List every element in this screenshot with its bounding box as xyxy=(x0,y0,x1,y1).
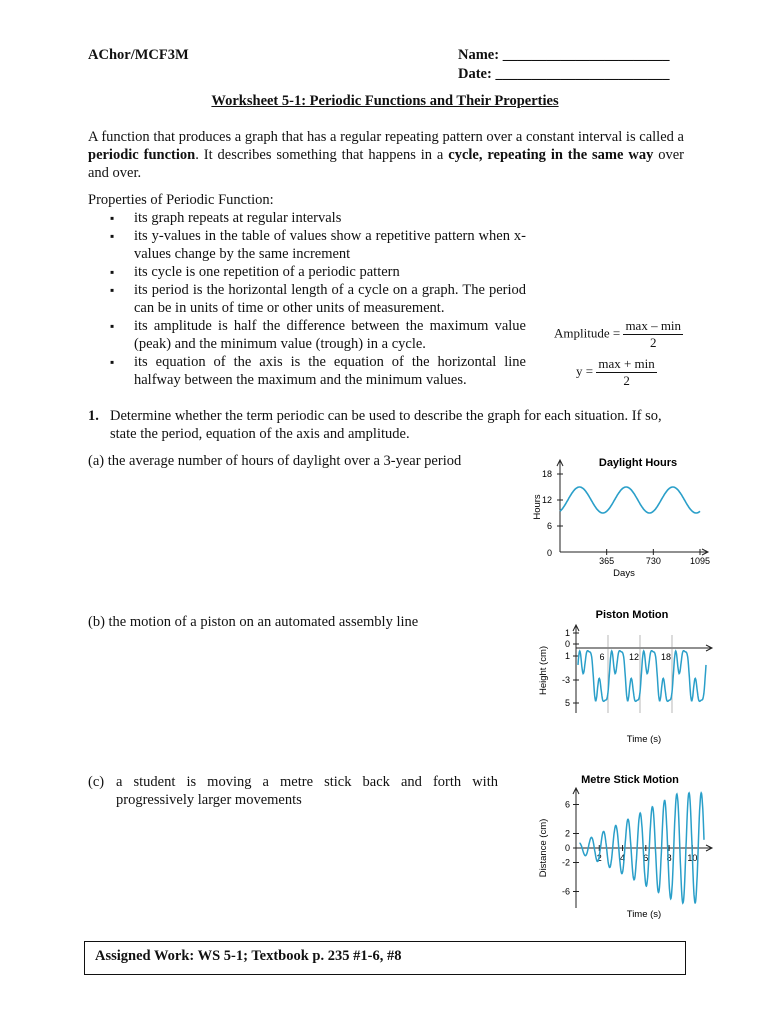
amplitude-formula xyxy=(554,318,683,351)
x-tick-label: 10 xyxy=(687,853,698,863)
properties-list xyxy=(88,209,526,389)
x-tick-label: 2 xyxy=(596,853,602,863)
x-tick-label: 12 xyxy=(628,652,640,662)
y-tick-label: -6 xyxy=(561,886,570,897)
part-c-text: a student is moving a metre stick back and forth with progressively larger movements xyxy=(116,774,498,808)
property-item: ▪ its graph repeats at regular intervals xyxy=(88,209,526,227)
intro-text-3: over and over. xyxy=(88,147,684,181)
property-item: ▪ its cycle is one repetition of a periodic pattern xyxy=(88,263,526,281)
y-tick-label: -3 xyxy=(561,675,570,685)
intro-text-2: . It describes something that happens in a xyxy=(195,147,449,163)
axis-denominator: 2 xyxy=(623,373,630,388)
metre-stick-plot xyxy=(538,788,712,920)
x-tick-label: 8 xyxy=(666,853,672,863)
assigned-work-text: Assigned Work: WS 5-1; Textbook p. 235 #1-6, #8 xyxy=(95,948,402,964)
daylight-chart-title: Daylight Hours xyxy=(598,457,678,469)
property-item: ▪ its period is the horizontal length of a cycle on a graph. The period can be in units of time or other units of measurement. xyxy=(88,281,526,317)
x-tick-label: 730 xyxy=(645,556,661,566)
y-tick-label: 1 xyxy=(564,628,570,638)
x-tick-label: 6 xyxy=(643,853,649,863)
y-axis-label: Distance (cm) xyxy=(538,818,549,878)
intro-paragraph xyxy=(88,128,684,182)
part-a-text: (a) the average number of hours of daylight over a 3-year period xyxy=(88,453,462,469)
y-axis-label: Height (cm) xyxy=(538,645,549,696)
axis-label: y = xyxy=(576,363,594,379)
y-tick-label: 0 xyxy=(564,639,570,649)
y-tick-label: 6 xyxy=(546,521,552,531)
name-field[interactable]: Name: _______________________ xyxy=(458,47,670,63)
y-tick-label: 6 xyxy=(564,799,570,810)
metre-stick-chart-title: Metre Stick Motion xyxy=(581,774,679,786)
y-tick-label: -2 xyxy=(561,857,570,868)
piston-chart xyxy=(530,605,720,750)
intro-term-periodic-function: periodic function xyxy=(88,147,196,163)
x-axis-label: Days xyxy=(613,568,635,579)
question-number: 1. xyxy=(88,408,99,424)
x-tick-label: 18 xyxy=(660,652,672,662)
daylight-curve xyxy=(560,487,700,513)
properties-heading: Properties of Periodic Function: xyxy=(88,192,274,208)
y-tick-label: 0 xyxy=(546,548,552,558)
piston-chart-title: Piston Motion xyxy=(595,609,669,621)
axis-formula xyxy=(576,356,657,389)
y-tick-label: 1 xyxy=(564,651,570,661)
part-b-text: (b) the motion of a piston on an automated assembly line xyxy=(88,614,419,630)
x-tick-label: 365 xyxy=(599,556,615,566)
x-tick-label: 6 xyxy=(599,652,605,662)
y-tick-label: 2 xyxy=(564,828,570,839)
piston-curve xyxy=(578,651,706,702)
date-field[interactable]: Date: ________________________ xyxy=(458,66,670,82)
daylight-chart xyxy=(530,452,720,582)
intro-term-cycle: cycle, repeating in the same way xyxy=(448,147,654,163)
assigned-work-box xyxy=(84,941,686,975)
axis-numerator: max + min xyxy=(598,356,655,371)
course-code: AChor/MCF3M xyxy=(88,47,189,63)
metre-stick-chart xyxy=(530,770,720,930)
property-item: ▪ its equation of the axis is the equation of the horizontal line halfway between the maximum and the minimum values. xyxy=(88,353,526,389)
piston-plot xyxy=(538,625,712,745)
amplitude-numerator: max – min xyxy=(625,318,682,333)
x-tick-label: 4 xyxy=(620,853,626,863)
property-item: ▪ its amplitude is half the difference between the maximum value (peak) and the minimum value (trough) in a cycle. xyxy=(88,317,526,353)
property-item: ▪ its y-values in the table of values show a repetitive pattern when x-values change by the same increment xyxy=(88,227,526,263)
y-tick-label: 18 xyxy=(541,469,552,479)
y-axis-label: Hours xyxy=(532,494,543,520)
amplitude-denominator: 2 xyxy=(649,335,657,350)
x-tick-label: 1095 xyxy=(689,556,711,566)
amplitude-label: Amplitude = xyxy=(554,325,621,341)
part-c-label: (c) xyxy=(88,774,105,790)
y-tick-label: 5 xyxy=(564,698,570,708)
question-text: Determine whether the term periodic can be used to describe the graph for each situation. If so, state the period, equation of the axis and amplitude. xyxy=(110,408,662,442)
intro-text-1: A function that produces a graph that has a regular repeating pattern over a constant interval is called a xyxy=(88,129,684,145)
y-tick-label: 12 xyxy=(541,495,552,505)
daylight-plot xyxy=(532,460,710,579)
worksheet-title: Worksheet 5-1: Periodic Functions and Their Properties xyxy=(211,93,559,109)
y-tick-label: 0 xyxy=(564,843,570,853)
x-axis-label: Time (s) xyxy=(626,734,662,745)
x-axis-label: Time (s) xyxy=(626,909,662,920)
